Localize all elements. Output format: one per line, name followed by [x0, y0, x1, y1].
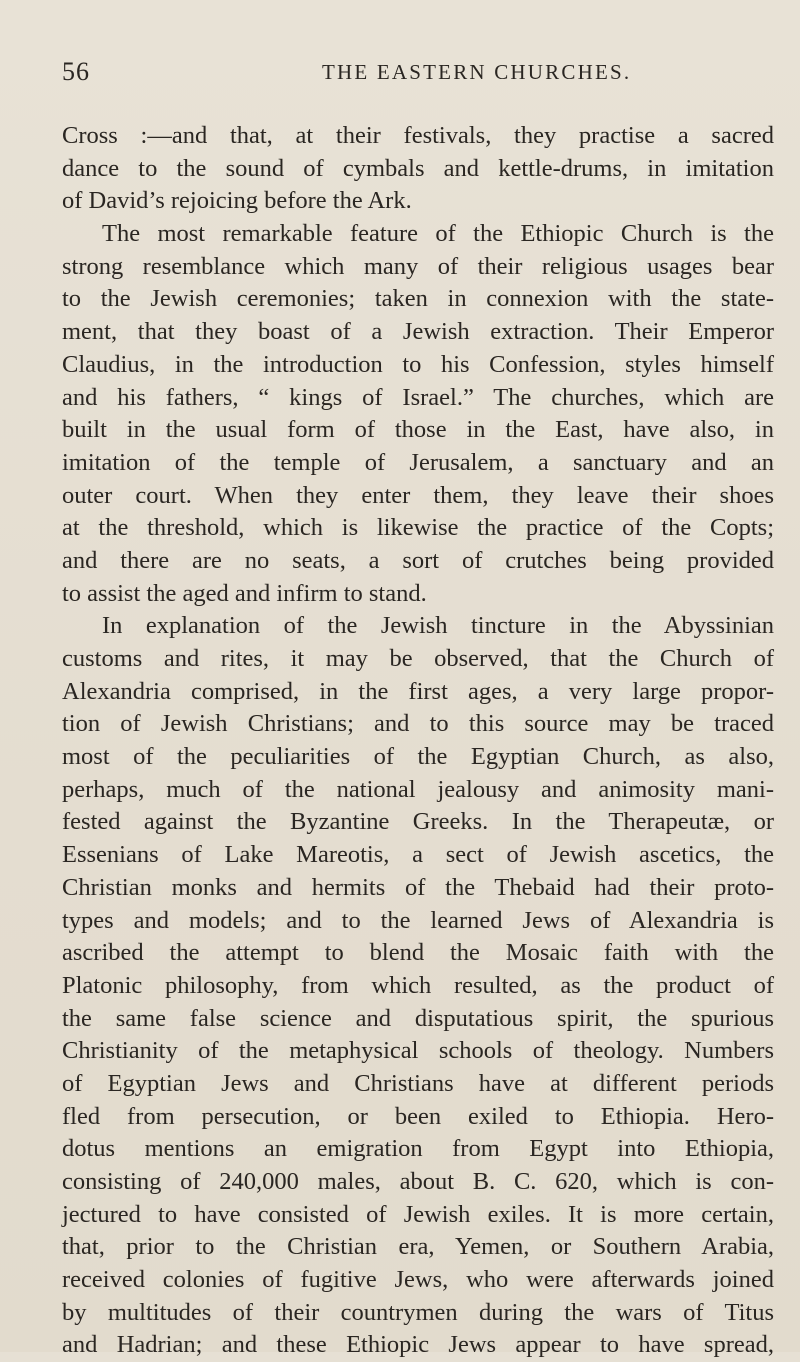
text-line: Christian monks and hermits of the Thebaid had their proto- — [62, 873, 774, 901]
text-line: Christianity of the metaphysical schools of theology. Numbers — [62, 1037, 774, 1065]
text-line: ment, that they boast of a Jewish extraction. Their Emperor — [62, 318, 774, 346]
text-line: dance to the sound of cymbals and kettle-drums, in imitation — [62, 154, 774, 182]
text-line: by multitudes of their countrymen during the wars of Titus — [62, 1298, 774, 1326]
page-number: 56 — [62, 57, 90, 86]
text-line: and Hadrian; and these Ethiopic Jews appear to have spread, — [62, 1331, 774, 1359]
text-line: jectured to have consisted of Jewish exiles. It is more certain, — [62, 1200, 774, 1228]
text-line: received colonies of fugitive Jews, who were afterwards joined — [62, 1266, 774, 1294]
text-line: outer court. When they enter them, they leave their shoes — [62, 481, 774, 509]
text-line: Platonic philosophy, from which resulted, as the product of — [62, 971, 774, 999]
text-line: Alexandria comprised, in the first ages, a very large propor- — [62, 677, 774, 705]
page-header — [62, 52, 762, 92]
text-line: imitation of the temple of Jerusalem, a sanctuary and an — [62, 448, 774, 476]
text-line: to the Jewish ceremonies; taken in connexion with the state- — [62, 285, 774, 313]
text-line: built in the usual form of those in the East, have also, in — [62, 416, 774, 444]
text-line: of Egyptian Jews and Christians have at different periods — [62, 1069, 774, 1097]
text-line: fled from persecution, or been exiled to Ethiopia. Hero- — [62, 1102, 774, 1130]
text-line: the same false science and disputatious spirit, the spurious — [62, 1004, 774, 1032]
text-line: at the threshold, which is likewise the practice of the Copts; — [62, 514, 774, 542]
text-line: strong resemblance which many of their religious usages bear — [62, 252, 774, 280]
text-line: to assist the aged and infirm to stand. — [62, 579, 427, 607]
body-text — [62, 120, 774, 1362]
text-line: dotus mentions an emigration from Egypt into Ethiopia, — [62, 1135, 774, 1163]
text-line: tion of Jewish Christians; and to this source may be traced — [62, 710, 774, 738]
running-title: THE EASTERN CHURCHES. — [322, 60, 632, 84]
text-line: The most remarkable feature of the Ethiopic Church is the — [102, 220, 774, 248]
text-line: most of the peculiarities of the Egyptian Church, as also, — [62, 743, 774, 771]
text-line: Essenians of Lake Mareotis, a sect of Jewish ascetics, the — [62, 841, 774, 869]
text-line: In explanation of the Jewish tincture in the Abyssinian — [102, 612, 774, 640]
text-line: and his fathers, “ kings of Israel.” The churches, which are — [62, 383, 774, 411]
text-line: Cross :—and that, at their festivals, they practise a sacred — [62, 122, 774, 149]
text-line: fested against the Byzantine Greeks. In the Therapeutæ, or — [62, 808, 774, 836]
text-line: ascribed the attempt to blend the Mosaic faith with the — [62, 939, 774, 967]
text-line: of David’s rejoicing before the Ark. — [62, 187, 412, 215]
text-line: and there are no seats, a sort of crutches being provided — [62, 546, 774, 574]
text-line: perhaps, much of the national jealousy and animosity mani- — [62, 775, 774, 803]
text-line: types and models; and to the learned Jews of Alexandria is — [62, 906, 774, 934]
text-line: that, prior to the Christian era, Yemen, or Southern Arabia, — [62, 1233, 774, 1261]
text-line: consisting of 240,000 males, about B. C. 620, which is con- — [62, 1168, 774, 1195]
text-line: Claudius, in the introduction to his Confession, styles himself — [62, 350, 774, 378]
text-line: customs and rites, it may be observed, that the Church of — [62, 645, 774, 672]
